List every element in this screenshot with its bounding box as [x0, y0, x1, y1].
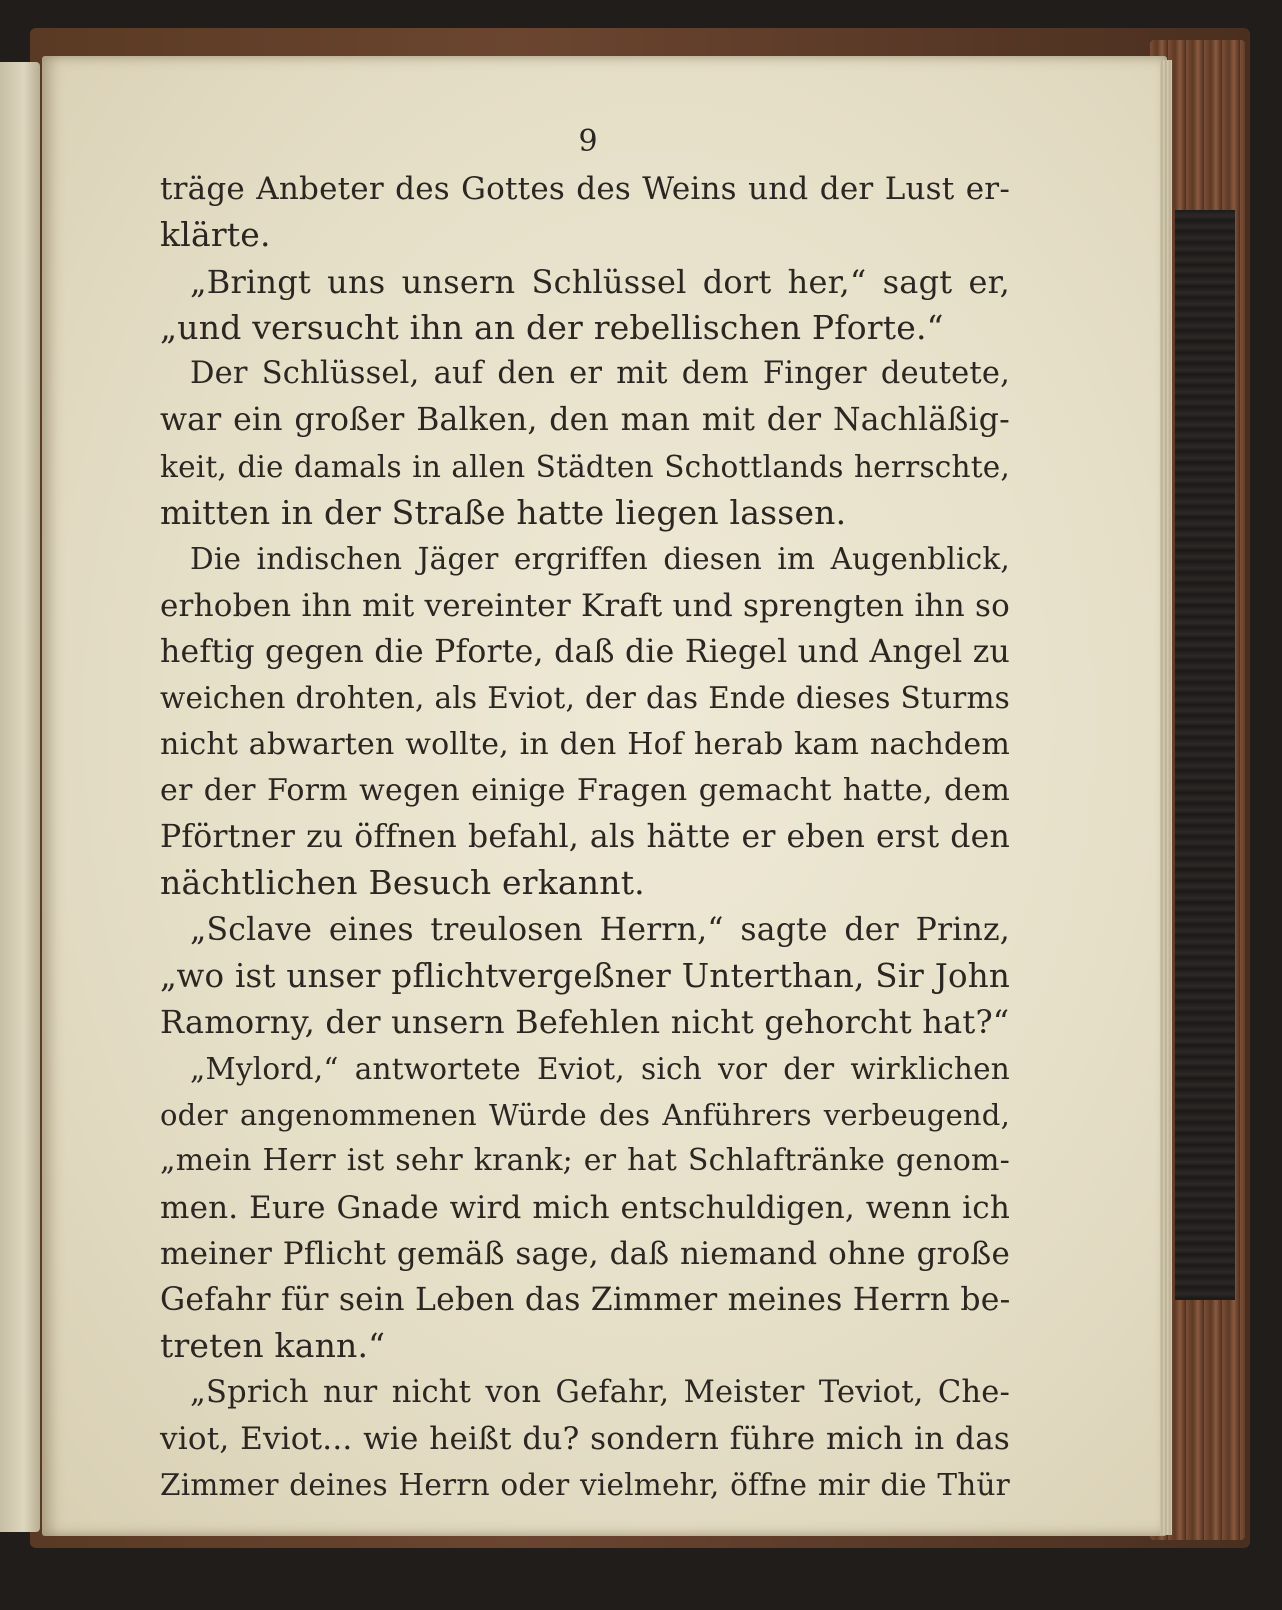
text-line: nicht abwarten wollte, in den Hof herab kam nachdem	[160, 726, 1010, 762]
text-line: weichen drohten, als Eviot, der das Ende dieses Sturms	[160, 681, 1010, 716]
text-line: klärte.	[160, 215, 271, 255]
text-line: meiner Pflicht gemäß sage, daß niemand ohne große	[160, 1235, 1010, 1272]
text-line: „mein Herr ist sehr krank; er hat Schlaftränke genom-	[160, 1143, 1010, 1179]
text-line: erhoben ihn mit vereinter Kraft und sprengten ihn so	[160, 587, 1010, 624]
text-line: „und versucht ihn an der rebellischen Pforte.“	[160, 307, 944, 347]
text-line: treten kann.“	[160, 1326, 386, 1366]
text-line: er der Form wegen einige Fragen gemacht hatte, dem	[160, 772, 1010, 808]
text-line: Zimmer deines Herrn oder vielmehr, öffne mir die Thür	[160, 1468, 1010, 1503]
text-line: Gefahr für sein Leben das Zimmer meines Herrn be-	[160, 1282, 1011, 1319]
text-line: heftig gegen die Pforte, daß die Riegel und Angel zu	[160, 633, 1010, 670]
facing-page-edge	[0, 62, 40, 1532]
text-line: Der Schlüssel, auf den er mit dem Finger deutete,	[190, 356, 1010, 392]
text-line: Die indischen Jäger ergriffen diesen im Augenblick,	[190, 542, 1010, 577]
page-text	[160, 166, 1010, 1509]
text-line: keit, die damals in allen Städten Schottlands herrschte,	[160, 449, 1010, 484]
text-line: war ein großer Balken, den man mit der Nachläßig-	[160, 402, 1010, 439]
text-line: „wo ist unser pflichtvergeßner Unterthan, Sir John	[160, 957, 1010, 996]
page-block-edge	[1160, 60, 1172, 1535]
cover-cloth-band	[1175, 210, 1235, 1300]
text-line: „Sprich nur nicht von Gefahr, Meister Teviot, Che-	[190, 1374, 1010, 1410]
text-line: mitten in der Straße hatte liegen lassen.	[160, 493, 847, 533]
text-line: men. Eure Gnade wird mich entschuldigen, wenn ich	[160, 1189, 1010, 1226]
text-line: „Mylord,“ antwortete Eviot, sich vor der wirklichen	[190, 1051, 1010, 1086]
text-line: oder angenommenen Würde des Anführers verbeugend,	[160, 1097, 1010, 1132]
text-line: Pförtner zu öffnen befahl, als hätte er eben erst den	[160, 819, 1010, 856]
text-line: viot, Eviot... wie heißt du? sondern führe mich in das	[160, 1421, 1010, 1458]
text-line: „Sclave eines treulosen Herrn,“ sagte der Prinz,	[190, 911, 1010, 948]
text-line: nächtlichen Besuch erkannt.	[160, 863, 645, 903]
text-line: Ramorny, der unsern Befehlen nicht gehorcht hat?“	[160, 1003, 1010, 1042]
page-number: 9	[578, 124, 598, 159]
text-line: träge Anbeter des Gottes des Weins und der Lust er-	[160, 171, 1010, 207]
text-line: „Bringt uns unsern Schlüssel dort her,“ sagt er,	[190, 262, 1010, 301]
